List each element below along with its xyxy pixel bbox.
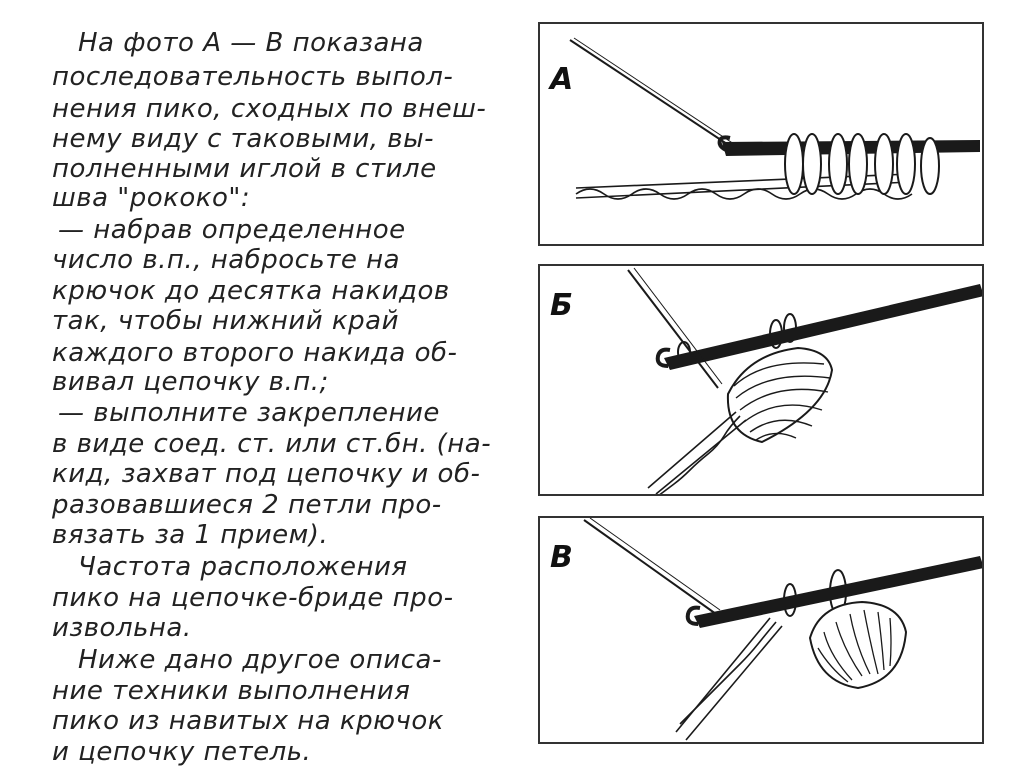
text-line: ние техники выполнения bbox=[52, 676, 411, 706]
figure-label-c: В bbox=[550, 540, 573, 575]
text-line: — набрав определенное bbox=[58, 215, 406, 245]
text-line: вивал цепочку в.п.; bbox=[52, 367, 329, 397]
text-line: пико из навитых на крючок bbox=[52, 706, 445, 736]
text-line: — выполните закрепление bbox=[58, 398, 440, 428]
text-line: в виде соед. ст. или ст.бн. (на- bbox=[52, 429, 492, 459]
figure-c bbox=[538, 516, 984, 744]
crochet-illustration-b bbox=[540, 266, 984, 496]
text-line: полненными иглой в стиле bbox=[52, 154, 437, 184]
figure-label-b: Б bbox=[550, 288, 573, 323]
text-line: так, чтобы нижний край bbox=[52, 306, 399, 336]
text-line: нему виду с таковыми, вы- bbox=[52, 124, 434, 154]
text-line: кид, захват под цепочку и об- bbox=[52, 459, 481, 489]
figure-label-a: А bbox=[550, 62, 574, 97]
text-line: нения пико, сходных по внеш- bbox=[52, 94, 487, 124]
text-line: Частота расположения bbox=[78, 552, 408, 582]
text-line: пико на цепочке-бриде про- bbox=[52, 583, 454, 613]
text-line: извольна. bbox=[52, 613, 192, 643]
figure-b bbox=[538, 264, 984, 496]
crochet-illustration-c bbox=[540, 518, 984, 744]
text-line: шва "рококо": bbox=[52, 183, 251, 213]
figure-a bbox=[538, 22, 984, 246]
text-line: крючок до десятка накидов bbox=[52, 276, 450, 306]
text-line: Ниже дано другое описа- bbox=[78, 645, 442, 675]
text-line: последовательность выпол- bbox=[52, 62, 454, 92]
text-line: На фото А — В показана bbox=[78, 28, 424, 58]
crochet-illustration-a bbox=[540, 24, 984, 246]
text-line: и цепочку петель. bbox=[52, 737, 312, 767]
text-line: каждого второго накида об- bbox=[52, 338, 458, 368]
text-line: число в.п., набросьте на bbox=[52, 245, 401, 275]
text-line: вязать за 1 прием). bbox=[52, 520, 329, 550]
text-line: разовавшиеся 2 петли про- bbox=[52, 490, 442, 520]
